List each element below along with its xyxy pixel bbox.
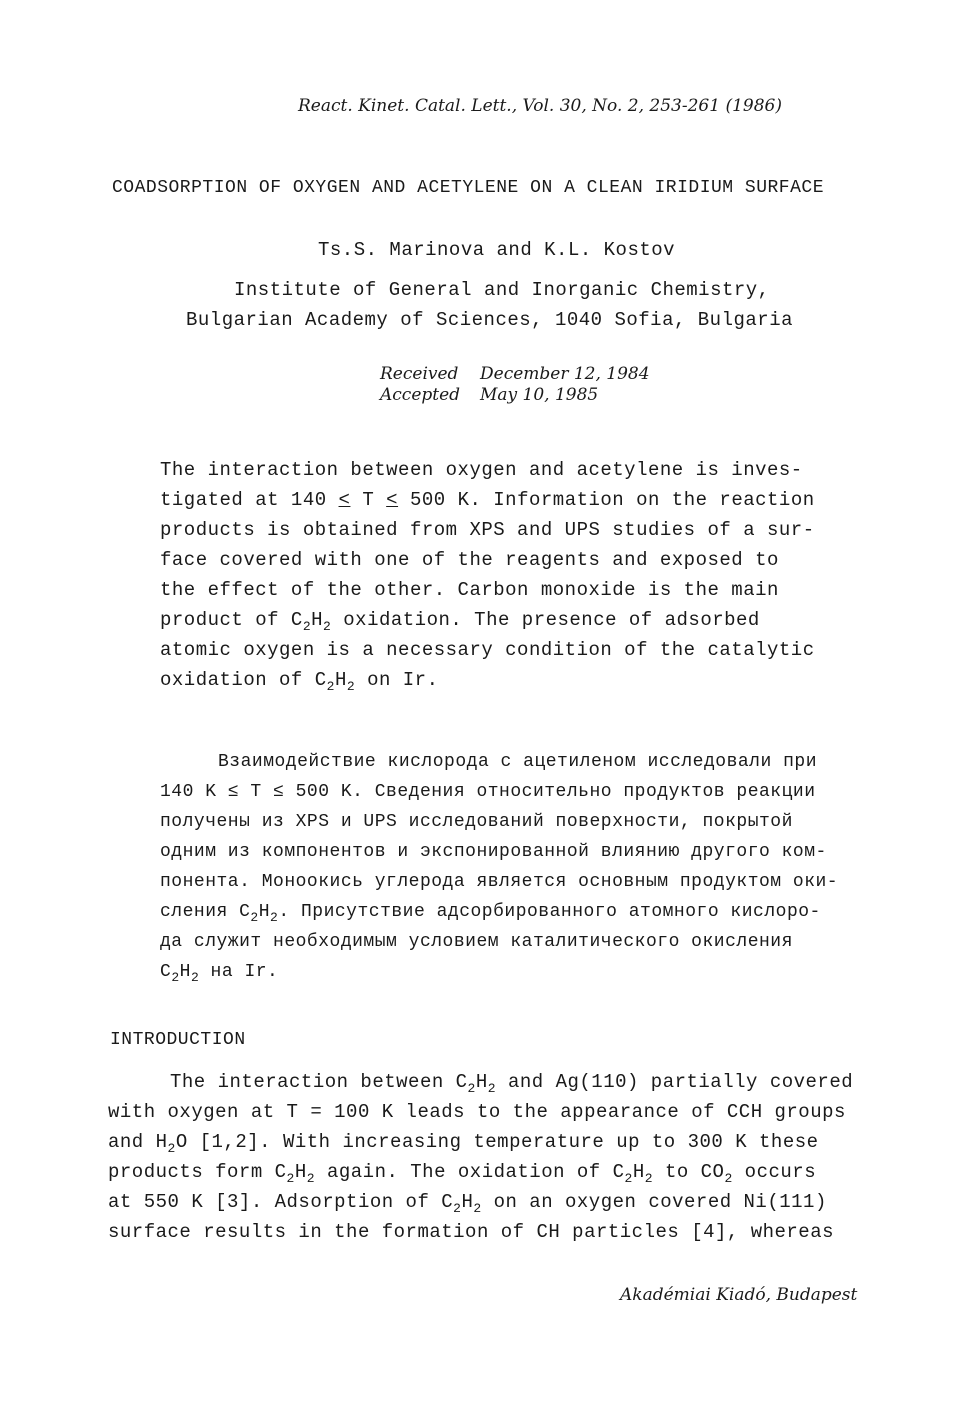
journal-citation: React. Kinet. Catal. Lett., Vol. 30, No. 2, 253-261 (1986) xyxy=(298,96,782,116)
abstract-line: product of $C_2H_2$ oxidation. The presence of adsorbed xyxy=(160,609,760,634)
abstract-ru-line: 140 K ≤ T ≤ 500 K. Сведения относительно продуктов реакции xyxy=(160,782,816,802)
abstract-line: The interaction between oxygen and acetylene is inves- xyxy=(160,459,803,481)
intro-line: products form $C_2H_2$ again. The oxidation of $C_2H_2$ to $CO_2$ occurs xyxy=(108,1161,817,1186)
abstract-ru-line: сления $C_2H_2$. Присутствие адсорбированного атомного кислоро- xyxy=(160,902,821,925)
section-heading-introduction: INTRODUCTION xyxy=(110,1030,246,1050)
less-equal-sign: < xyxy=(338,489,351,511)
abstract-line: tigated at 140 < T < 500 K. Information on the reaction xyxy=(160,489,815,511)
abstract-ru-line: Взаимодействие кислорода с ацетиленом исследовали при xyxy=(218,752,817,772)
intro-line: at 550 K [3]. Adsorption of $C_2H_2$ on an oxygen covered Ni(111) xyxy=(108,1191,827,1216)
abstract-line: face covered with one of the reagents and exposed to xyxy=(160,549,779,571)
intro-line: and $H_2O$ [1,2]. With increasing temperature up to 300 K these xyxy=(108,1131,819,1156)
publisher-footer: Akadémiai Kiadó, Budapest xyxy=(620,1285,858,1305)
abstract-line: oxidation of $C_2H_2$ on Ir. xyxy=(160,669,439,694)
abstract-ru-line: получены из XPS и UPS исследований поверхности, покрытой xyxy=(160,812,793,832)
abstract-ru-line: да служит необходимым условием каталитического окисления xyxy=(160,932,793,952)
abstract-ru-line: понента. Моноокись углерода является основным продуктом оки- xyxy=(160,872,839,892)
intro-line: The interaction between $C_2H_2$ and Ag(110) partially covered xyxy=(170,1071,854,1096)
accepted-label: Accepted xyxy=(380,385,461,405)
affiliation-line-1: Institute of General and Inorganic Chemistry, xyxy=(234,279,770,301)
affiliation-line-2: Bulgarian Academy of Sciences, 1040 Sofia, Bulgaria xyxy=(186,309,793,331)
intro-line: surface results in the formation of CH particles [4], whereas xyxy=(108,1221,835,1243)
paper-title: COADSORPTION OF OXYGEN AND ACETYLENE ON A CLEAN IRIDIUM SURFACE xyxy=(112,178,825,198)
abstract-line: the effect of the other. Carbon monoxide is the main xyxy=(160,579,779,601)
abstract-ru-line: $C_2H_2$ на Ir. xyxy=(160,962,279,985)
less-equal-sign: < xyxy=(386,489,399,511)
received-date: December 12, 1984 xyxy=(480,364,650,384)
received-label: Received xyxy=(380,364,459,384)
accepted-date: May 10, 1985 xyxy=(480,385,599,405)
abstract-line: products is obtained from XPS and UPS studies of a sur- xyxy=(160,519,815,541)
abstract-line: atomic oxygen is a necessary condition of the catalytic xyxy=(160,639,815,661)
abstract-ru-line: одним из компонентов и экспонированной влиянию другого ком- xyxy=(160,842,827,862)
intro-line: with oxygen at T = 100 K leads to the appearance of CCH groups xyxy=(108,1101,846,1123)
authors: Ts.S. Marinova and K.L. Kostov xyxy=(318,239,676,261)
